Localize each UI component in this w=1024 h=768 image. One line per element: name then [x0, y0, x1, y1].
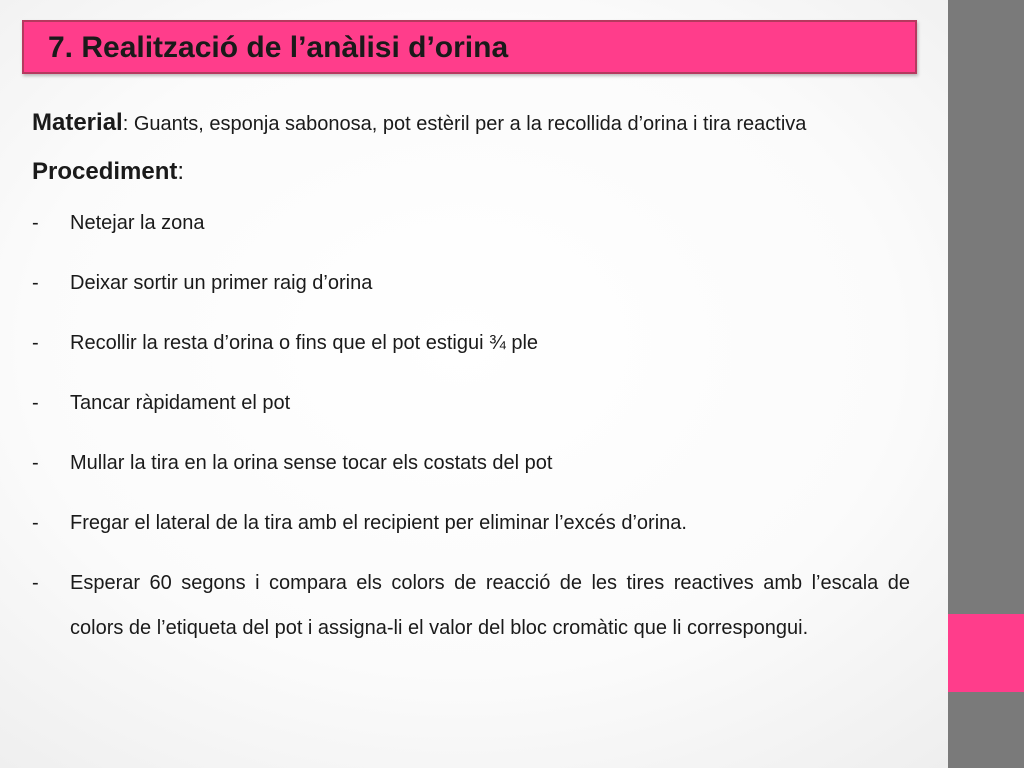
procedure-heading — [32, 155, 910, 189]
procedure-step — [32, 201, 910, 246]
material-separator: : — [122, 113, 129, 135]
step-text: Netejar la zona — [70, 212, 205, 234]
step-text: Mullar la tira en la orina sense tocar els costats del pot — [70, 452, 553, 474]
step-text: Esperar 60 segons i compara els colors de reacció de les tires reactives amb l’escala de colors de l’etiqueta del pot i assigna-li el valor del bloc cromàtic que li correspongui. — [70, 572, 910, 639]
slide-content — [32, 98, 910, 651]
bullet-dash: - — [32, 272, 39, 294]
title-banner — [22, 20, 917, 74]
step-text: Tancar ràpidament el pot — [70, 392, 291, 414]
procedure-step — [32, 381, 910, 426]
step-text: Deixar sortir un primer raig d’orina — [70, 272, 373, 294]
bullet-dash: - — [32, 512, 39, 534]
procedure-step — [32, 261, 910, 306]
step-text: Recollir la resta d’orina o fins que el pot estigui ¾ ple — [70, 332, 539, 354]
bullet-dash: - — [32, 452, 39, 474]
material-label: Material — [32, 109, 123, 136]
material-paragraph — [32, 98, 910, 149]
bullet-dash: - — [32, 332, 39, 354]
sidebar-accent-block — [948, 614, 1024, 692]
procedure-step — [32, 501, 910, 546]
procedure-steps — [32, 201, 910, 651]
bullet-dash: - — [32, 572, 39, 594]
procedure-separator: : — [177, 158, 185, 185]
step-text: Fregar el lateral de la tira amb el recipient per eliminar l’excés d’orina. — [70, 512, 687, 534]
procedure-step — [32, 441, 910, 486]
material-text: Guants, esponja sabonosa, pot estèril per a la recollida d’orina i tira reactiva — [128, 113, 807, 135]
procedure-step — [32, 321, 910, 366]
slide-title: 7. Realització de l’anàlisi d’orina — [48, 31, 509, 64]
bullet-dash: - — [32, 212, 39, 234]
procedure-step — [32, 561, 910, 651]
bullet-dash: - — [32, 392, 39, 414]
procedure-label: Procediment — [32, 158, 178, 185]
